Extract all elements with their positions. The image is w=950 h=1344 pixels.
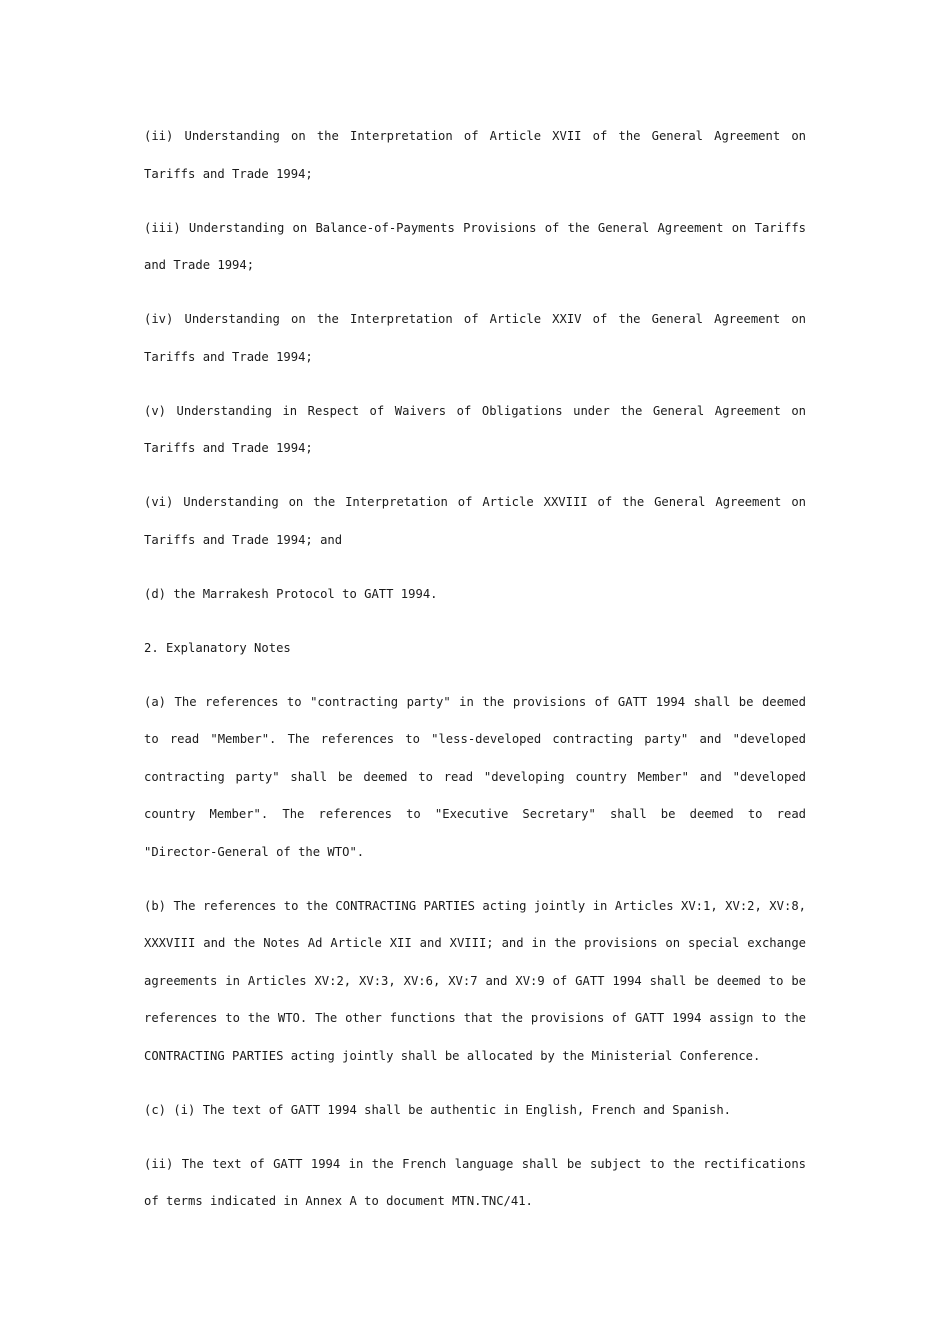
paragraph-d-marrakesh-protocol: (d) the Marrakesh Protocol to GATT 1994. xyxy=(144,586,438,601)
paragraph-iii-balance-of-payments: (iii) Understanding on Balance-of-Payments Provisions of the General Agreement on Tariffs and Trade 1994; xyxy=(144,220,806,272)
paragraph-b-contracting-parties: (b) The references to the CONTRACTING PARTIES acting jointly in Articles XV:1, XV:2, XV:8, XXXVIII and the Notes Ad Article XII and XVIII; and in the provisions on special exchange agreements in Articles XV:2, XV:3, XV:6, XV:7 and XV:9 of GATT 1994 shall be deemed to be references to the WTO. The other functions that the provisions of GATT 1994 assign to the CONTRACTING PARTIES acting jointly shall be allocated by the Ministerial Conference. xyxy=(144,898,806,1063)
paragraph-vi-article-xxviii: (vi) Understanding on the Interpretation of Article XXVIII of the General Agreement on Tariffs and Trade 1994; and xyxy=(144,495,806,547)
paragraph-ii-article-xvii: (ii) Understanding on the Interpretation of Article XVII of the General Agreement on Tariffs and Trade 1994; xyxy=(144,129,806,181)
section-heading-explanatory-notes: 2. Explanatory Notes xyxy=(144,640,291,655)
paragraph-v-waivers: (v) Understanding in Respect of Waivers of Obligations under the General Agreement on Tariffs and Trade 1994; xyxy=(144,403,806,455)
document-body xyxy=(144,118,806,1237)
paragraph-c-ii-french-rectifications: (ii) The text of GATT 1994 in the French language shall be subject to the rectifications of terms indicated in Annex A to document MTN.TNC/41. xyxy=(144,1156,806,1208)
paragraph-a-references: (a) The references to "contracting party" in the provisions of GATT 1994 shall be deemed to read "Member". The references to "less-developed contracting party" and "developed contracting party" shall be deemed to read "developing country Member" and "developed country Member". The references to "Executive Secretary" shall be deemed to read "Director-General of the WTO". xyxy=(144,694,806,859)
paragraph-c-i-authentic-text: (c) (i) The text of GATT 1994 shall be authentic in English, French and Spanish. xyxy=(144,1102,731,1117)
paragraph-iv-article-xxiv: (iv) Understanding on the Interpretation of Article XXIV of the General Agreement on Tariffs and Trade 1994; xyxy=(144,312,806,364)
